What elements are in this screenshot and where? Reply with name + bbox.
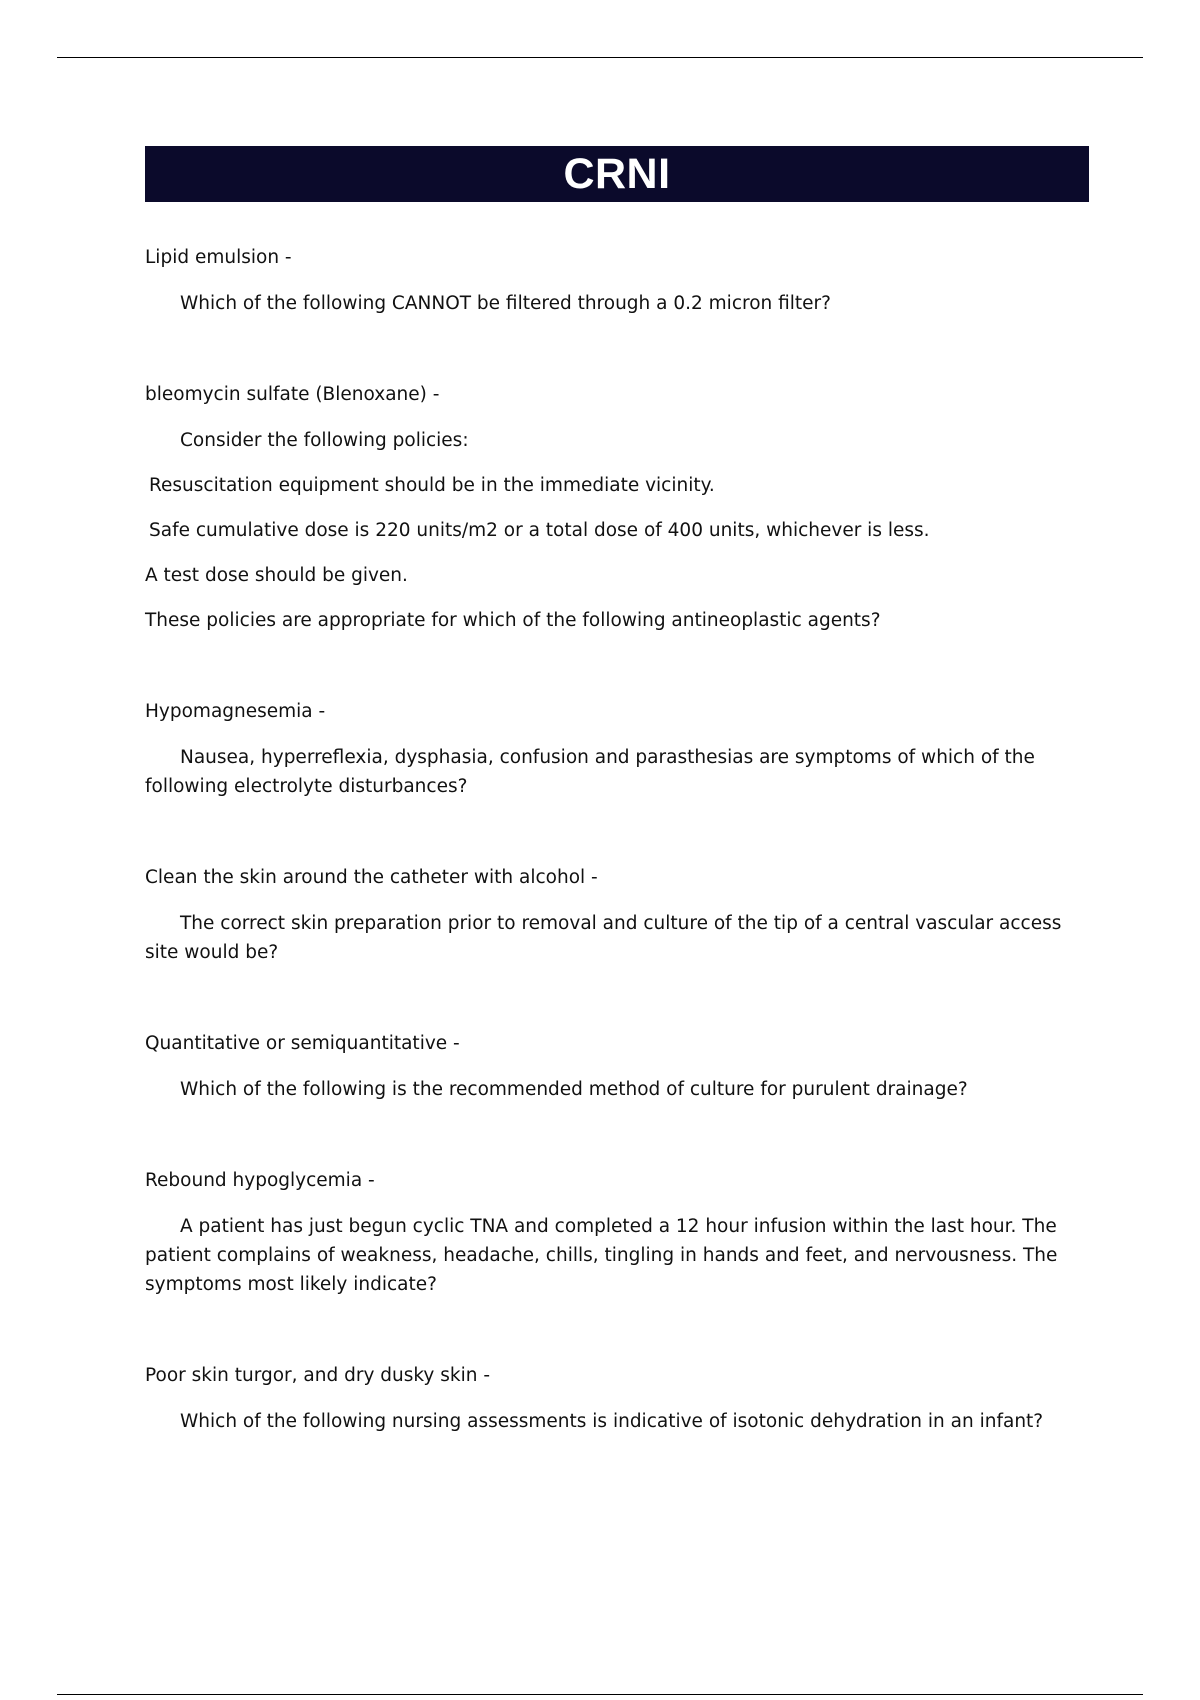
bottom-rule	[57, 1694, 1143, 1695]
policy-line: A test dose should be given.	[145, 565, 408, 586]
card-term: Hypomagnesemia -	[145, 701, 326, 722]
card-5	[145, 1029, 1090, 1104]
card-question: Consider the following policies:	[180, 430, 469, 451]
card-question: Which of the following CANNOT be filtered through a 0.2 micron filter?	[180, 293, 831, 314]
card-question: Which of the following is the recommended method of culture for purulent drainage?	[180, 1079, 968, 1100]
card-2	[145, 380, 1090, 635]
card-question: The correct skin preparation prior to removal and culture of the tip of a central vascular access site would be?	[145, 913, 1062, 963]
policy-line: Resuscitation equipment should be in the immediate vicinity.	[149, 475, 715, 496]
document-title: CRNI	[563, 149, 671, 198]
card-question: Nausea, hyperreflexia, dysphasia, confusion and parasthesias are symptoms of which of the following electrolyte disturbances?	[145, 747, 1035, 797]
card-question: Which of the following nursing assessments is indicative of isotonic dehydration in an infant?	[180, 1411, 1044, 1432]
flashcard-list	[145, 243, 1090, 1498]
card-question: A patient has just begun cyclic TNA and completed a 12 hour infusion within the last hour. The patient complains of weakness, headache, chills, tingling in hands and feet, and nervousness. The symptoms most likely indicate?	[145, 1216, 1058, 1295]
card-term: Clean the skin around the catheter with alcohol -	[145, 867, 598, 888]
card-3	[145, 697, 1090, 801]
card-term: Rebound hypoglycemia -	[145, 1170, 375, 1191]
card-7	[145, 1361, 1090, 1436]
policy-line: These policies are appropriate for which of the following antineoplastic agents?	[145, 610, 881, 631]
policy-line: Safe cumulative dose is 220 units/m2 or a total dose of 400 units, whichever is less.	[149, 520, 930, 541]
card-term: Lipid emulsion -	[145, 247, 292, 268]
card-term: Quantitative or semiquantitative -	[145, 1033, 460, 1054]
card-term: bleomycin sulfate (Blenoxane) -	[145, 384, 440, 405]
card-1	[145, 243, 1090, 318]
card-term: Poor skin turgor, and dry dusky skin -	[145, 1365, 491, 1386]
card-4	[145, 863, 1090, 967]
card-6	[145, 1166, 1090, 1299]
top-rule	[57, 57, 1143, 58]
title-banner	[145, 146, 1089, 202]
